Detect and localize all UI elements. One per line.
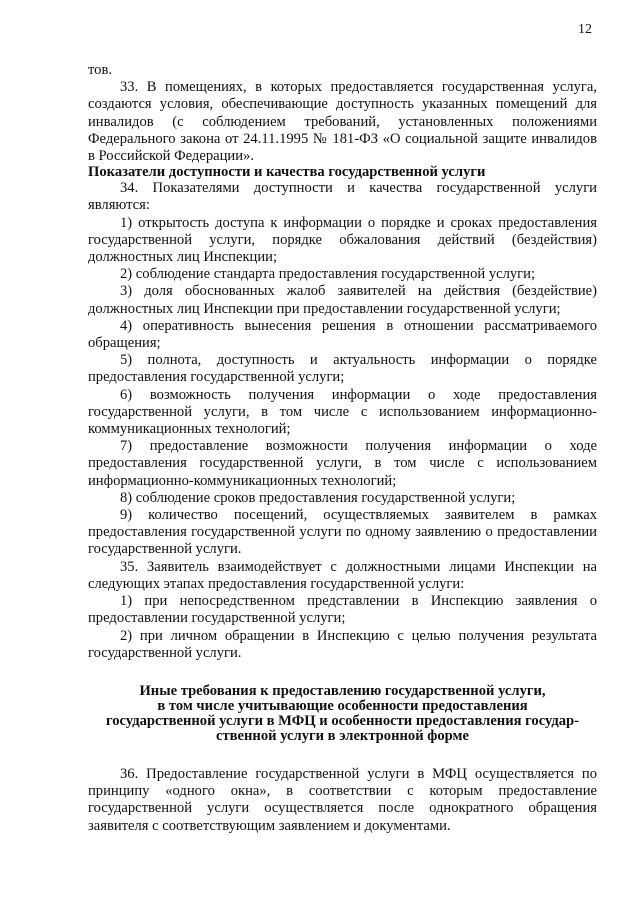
list-item-34-3: 3) доля обоснованных жалоб заявителей на действия (бездействие) должностных лиц Инспекции при предоставлении государственной услуги; [88, 283, 597, 317]
list-item-34-8: 8) соблюдение сроков предоставления государственной услуги; [120, 489, 516, 506]
list-item-34-9: 9) количество посещений, осуществляемых заявителем в рамках предоставления государственной услуги по одному заявлению о предоставлении государственной услуги. [88, 507, 597, 558]
section-heading-accessibility: Показатели доступности и качества государственной услуги [88, 164, 486, 181]
paragraph-34: 34. Показателями доступности и качества государственной услуги являются: [88, 180, 597, 214]
list-item-35-1: 1) при непосредственном представлении в Инспекцию заявления о предоставлении государственной услуги; [88, 593, 597, 627]
page-number: 12 [578, 22, 592, 37]
list-item-34-1: 1) открытость доступа к информации о порядке и сроках предоставления государственной услуги, порядке обжалования действий (бездействия) должностных лиц Инспекции; [88, 214, 597, 266]
list-item-34-5: 5) полнота, доступность и актуальность информации о порядке предоставления государственной услуги; [88, 352, 597, 386]
list-item-34-2: 2) соблюдение стандарта предоставления государственной услуги; [120, 266, 536, 283]
heading-line: в том числе учитывающие особенности предоставления [157, 697, 528, 714]
section-heading-other-requirements [88, 684, 597, 744]
paragraph-35: 35. Заявитель взаимодействует с должностными лицами Инспекции на следующих этапах предоставления государственной услуги: [88, 558, 597, 592]
paragraph-33: 33. В помещениях, в которых предоставляется государственная услуга, создаются условия, обеспечивающие доступность указанных помещений для инвалидов (с соблюдением требований, установленных положениями Федерального закона от 24.11.1995 № 181-ФЗ «О социальной защите инвалидов в Российской Федерации». [88, 79, 597, 165]
heading-line: ственной услуги в электронной форме [216, 727, 469, 744]
list-item-34-4: 4) оперативность вынесения решения в отношении рассматриваемого обращения; [88, 317, 597, 352]
continuation-text: тов. [88, 62, 113, 78]
paragraph-36: 36. Предоставление государственной услуги в МФЦ осуществляется по принципу «одного окна», в соответствии с которым предоставление государственной услуги осуществляется после однократного обращения заявителя с соответствующим заявлением и документами. [88, 765, 597, 834]
document-body [88, 62, 597, 835]
list-item-34-7: 7) предоставление возможности получения информации о ходе предоставления государственной услуги, в том числе с использованием информационно-коммуникационных технологий; [88, 438, 597, 489]
heading-line: государственной услуги в МФЦ и особенности предоставления государ- [105, 712, 580, 729]
list-item-34-6: 6) возможность получения информации о ходе предоставления государственной услуги, в том числе с использованием информационно-коммуникационных технологий; [88, 386, 597, 438]
heading-line: Иные требования к предоставлению государственной услуги, [139, 682, 546, 699]
list-item-35-2: 2) при личном обращении в Инспекцию с целью получения результата государственной услуги. [88, 627, 597, 661]
